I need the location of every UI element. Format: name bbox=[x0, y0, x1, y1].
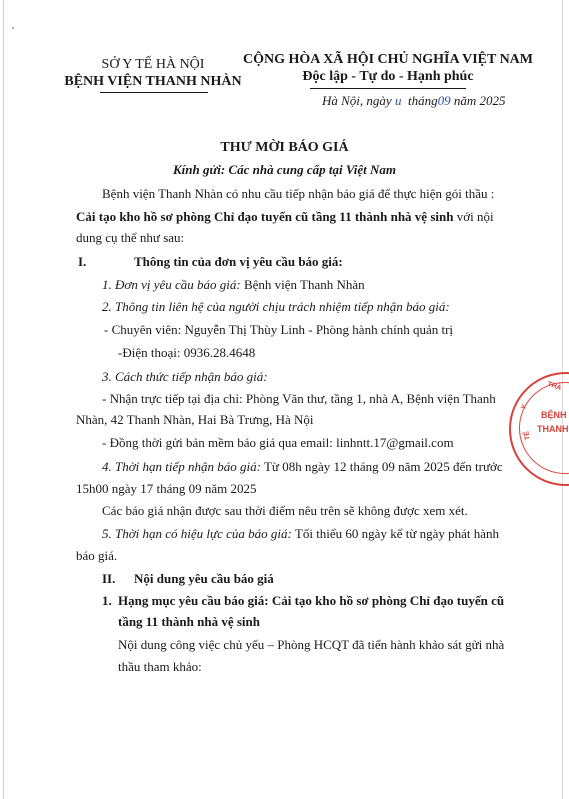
date-month-handwritten: 09 bbox=[437, 93, 451, 108]
section-1-item-2-line-1: - Chuyên viên: Nguyễn Thị Thùy Linh - Phòng hành chính quản trị bbox=[104, 322, 454, 337]
section-1-item-5 bbox=[102, 526, 499, 542]
section-2-item-1-title-line-2: tầng 11 thành nhà vệ sinh bbox=[118, 614, 260, 629]
item-4-value: Từ 08h ngày 12 tháng 09 năm 2025 đến trước bbox=[260, 459, 503, 474]
section-2-item-1-number: 1. bbox=[102, 593, 112, 608]
item-1-value: Bệnh viện Thanh Nhàn bbox=[240, 277, 365, 292]
header-hospital: BỆNH VIỆN THANH NHÀN bbox=[64, 74, 242, 89]
intro-line-2-rest: với nội bbox=[453, 209, 494, 224]
header-ministry: SỞ Y TẾ HÀ NỘI bbox=[101, 57, 205, 72]
scan-speck bbox=[12, 27, 14, 29]
section-1-item-3-line-1: - Nhận trực tiếp tại địa chỉ: Phòng Văn thư, tầng 1, nhà A, Bệnh viện Thanh bbox=[102, 391, 496, 406]
section-1-item-5-line-2: báo giá. bbox=[76, 548, 118, 563]
section-1-title: Thông tin của đơn vị yêu cầu báo giá: bbox=[134, 254, 343, 269]
header-right-underline bbox=[310, 88, 466, 89]
header-country: CỘNG HÒA XÃ HỘI CHỦ NGHĨA VIỆT NAM bbox=[242, 52, 533, 67]
section-1-item-2-line-2: -Điện thoại: 0936.28.4648 bbox=[118, 345, 256, 360]
section-2-body-line-1: Nội dung công việc chủ yếu – Phòng HCQT đã tiến hành khảo sát gửi nhà bbox=[118, 637, 505, 652]
intro-line-2 bbox=[76, 209, 494, 225]
section-1-item-3-line-2: Nhàn, 42 Thanh Nhàn, Hai Bà Trưng, Hà Nội bbox=[76, 412, 314, 427]
section-1-item-4-line-2: 15h00 ngày 17 tháng 09 năm 2025 bbox=[76, 481, 257, 496]
header-motto: Độc lập - Tự do - Hạnh phúc bbox=[302, 69, 474, 84]
date-month-label: tháng bbox=[407, 93, 438, 108]
intro-line-1: Bệnh viện Thanh Nhàn có nhu cầu tiếp nhận báo giá để thực hiện gói thầu : bbox=[102, 186, 495, 201]
intro-package-name: Cải tạo kho hồ sơ phòng Chỉ đạo tuyến cũ tầng 11 thành nhà vệ sinh bbox=[76, 209, 454, 224]
section-2-title: Nội dung yêu cầu báo giá bbox=[134, 571, 274, 586]
date-line bbox=[322, 93, 505, 109]
greeting: Kính gửi: Các nhà cung cấp tại Việt Nam bbox=[172, 162, 397, 177]
item-5-value: Tối thiểu 60 ngày kể từ ngày phát hành bbox=[291, 526, 500, 541]
section-2-number: II. bbox=[102, 571, 116, 586]
intro-line-3: dung cụ thể như sau: bbox=[76, 230, 185, 245]
hospital-stamp bbox=[509, 372, 569, 486]
item-4-label: 4. Thời hạn tiếp nhận báo giá: bbox=[102, 459, 261, 474]
section-1-item-4-line-3: Các báo giá nhận được sau thời điểm nêu trên sẽ không được xem xét. bbox=[102, 503, 468, 518]
section-1-item-3-line-3: - Đồng thời gửi bản mềm báo giá qua email: linhntt.17@gmail.com bbox=[102, 435, 454, 450]
section-1-number: I. bbox=[78, 254, 87, 269]
header-left-underline bbox=[100, 92, 208, 93]
item-5-label: 5. Thời hạn có hiệu lực của báo giá: bbox=[102, 526, 292, 541]
section-1-item-1 bbox=[102, 277, 365, 293]
date-suffix: năm 2025 bbox=[453, 93, 506, 108]
section-2-body-line-2: thầu tham khảo: bbox=[118, 659, 202, 674]
item-1-label: 1. Đơn vị yêu cầu báo giá: bbox=[102, 277, 241, 292]
section-1-item-4 bbox=[102, 459, 503, 475]
section-1-item-2-label: 2. Thông tin liên hệ của người chịu trách nhiệm tiếp nhận báo giá: bbox=[102, 299, 450, 314]
section-2-item-1-title-line-1: Hạng mục yêu cầu báo giá: Cải tạo kho hồ sơ phòng Chỉ đạo tuyến cũ bbox=[118, 593, 505, 608]
date-prefix: Hà Nội, ngày bbox=[322, 93, 392, 108]
stamp-text-line-1: BỆNH bbox=[541, 410, 567, 420]
document-title: THƯ MỜI BÁO GIÁ bbox=[220, 140, 349, 155]
section-1-item-3-label: 3. Cách thức tiếp nhận báo giá: bbox=[102, 369, 268, 384]
page-edge-left bbox=[3, 0, 4, 799]
stamp-text-line-2: THANH bbox=[537, 424, 569, 434]
stamp-side-text-1: Y bbox=[520, 403, 529, 412]
stamp-side-text-2: TẾ bbox=[523, 430, 532, 441]
date-day-handwritten: u bbox=[394, 93, 402, 108]
stamp-arc-text: THÀ bbox=[546, 380, 563, 393]
